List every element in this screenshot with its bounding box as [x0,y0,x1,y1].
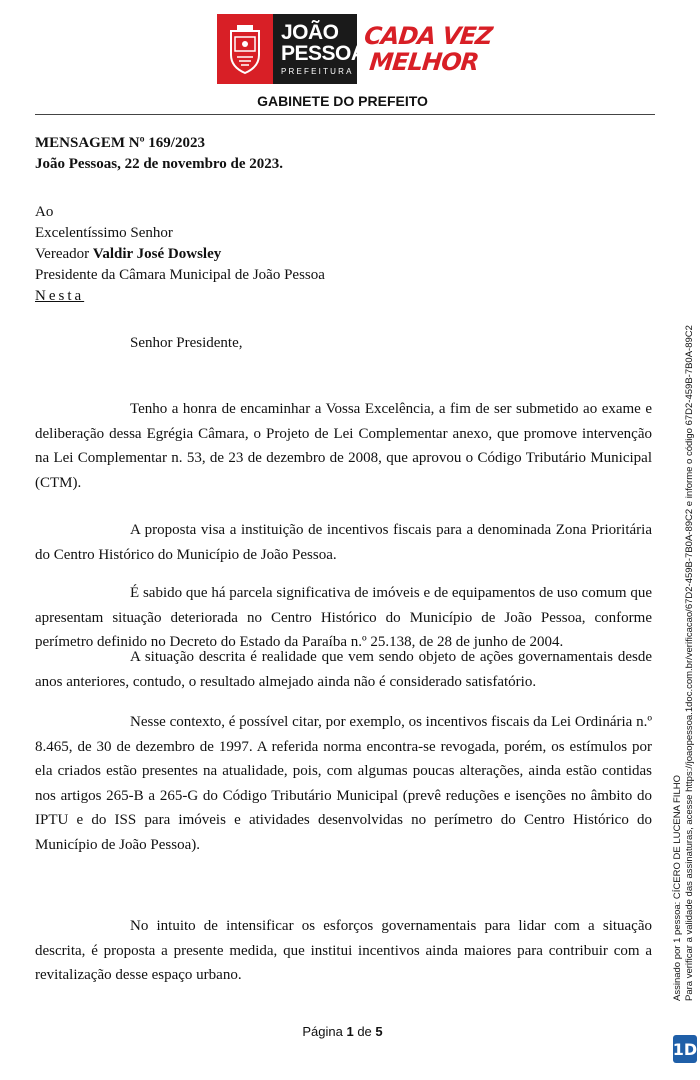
addressee-name: Valdir José Dowsley [92,246,222,262]
office-title: GABINETE DO PREFEITO [257,93,428,109]
slogan-line-2: MELHOR [368,48,480,76]
addressee-line-1: Ao [35,204,54,220]
message-number: MENSAGEM Nº 169/2023 [35,135,205,151]
1doc-badge-icon: 1D [673,1035,697,1063]
logo-line-3: PREFEITURA [281,67,354,76]
page-prefix: Página [302,1024,347,1039]
slogan-line-1: CADA VEZ [362,22,494,50]
page-separator: de [353,1024,376,1039]
joao-pessoa-wordmark [273,14,366,84]
logo-line-2: PESSOA [281,42,366,65]
paragraph-1: Tenho a honra de encaminhar a Vossa Excelência, a fim de ser submetido ao exame e deliberação dessa Egrégia Câmara, o Projeto de Lei Complementar anexo, que promove intervenção na Lei Complementar n. 53, de 23 de dezembro de 2008, que aprovou o Código Tributário Municipal (CTM). [35,401,652,491]
city-crest-icon [217,14,273,84]
addressee-line-2: Excelentíssimo Senhor [35,225,173,241]
logo-line-1: JOÃO [281,21,339,44]
paragraph-5: Nesse contexto, é possível citar, por exemplo, os incentivos fiscais da Lei Ordinária n.º 8.465, de 30 de dezembro de 1997. A referida norma encontra-se revogada, porém, os estímulos por ela criados estão presentes na atualidade, pois, com algumas poucas alterações, ainda estão contidas nos artigos 265-B a 265-G do Código Tributário Municipal (prevê reduções e isenções no âmbito do IPTU e do ISS para imóveis e atividades desenvolvidas no perímetro do Centro Histórico do Município de João Pessoa). [35,714,652,853]
page-number [0,1024,685,1039]
addressee-line-3 [35,244,652,265]
header-divider [35,114,655,115]
salutation: Senhor Presidente, [130,335,243,351]
addressee-line-4: Presidente da Câmara Municipal de João Pessoa [35,267,325,283]
page-current: 1 [346,1024,354,1039]
addressee-line-5 [35,286,652,307]
addressee-nesta: Nesta [35,288,85,304]
addressee-title: Vereador [35,246,93,262]
signature-line-1: Assinado por 1 pessoa: CÍCERO DE LUCENA FILHO [672,775,683,1001]
slogan [360,23,493,75]
paragraph-6: No intuito de intensificar os esforços governamentais para lidar com a situação descrita, é proposta a presente medida, que institui incentivos ainda maiores para contribuir com a revitalização desse espaço urbano. [35,918,652,983]
paragraph-2: A proposta visa a instituição de incentivos fiscais para a denominada Zona Prioritária do Centro Histórico do Município de João Pessoa. [35,522,652,563]
page-total: 5 [375,1024,383,1039]
message-date: João Pessoas, 22 de novembro de 2023. [35,156,284,172]
paragraph-4: A situação descrita é realidade que vem sendo objeto de ações governamentais desde anos anteriores, contudo, o resultado almejado ainda não é considerado satisfatório. [35,649,652,690]
signature-strip [672,295,696,1035]
prefeitura-logo [217,14,494,84]
signature-verification-link[interactable]: Para verificar a validade das assinaturas, acesse https://joaopessoa.1doc.com.br/verificacao/67D2-459B-7B0A-89C2 e informe o código 67D2-459B-7B0A-89C2 [684,325,695,1001]
paragraph-3: É sabido que há parcela significativa de imóveis e de equipamentos de uso comum que apresentam situação deteriorada no Centro Histórico do Município de João Pessoa, conforme perímetro definido no Decreto do Estado da Paraíba n.º 25.138, de 28 de junho de 2004. [35,585,652,650]
